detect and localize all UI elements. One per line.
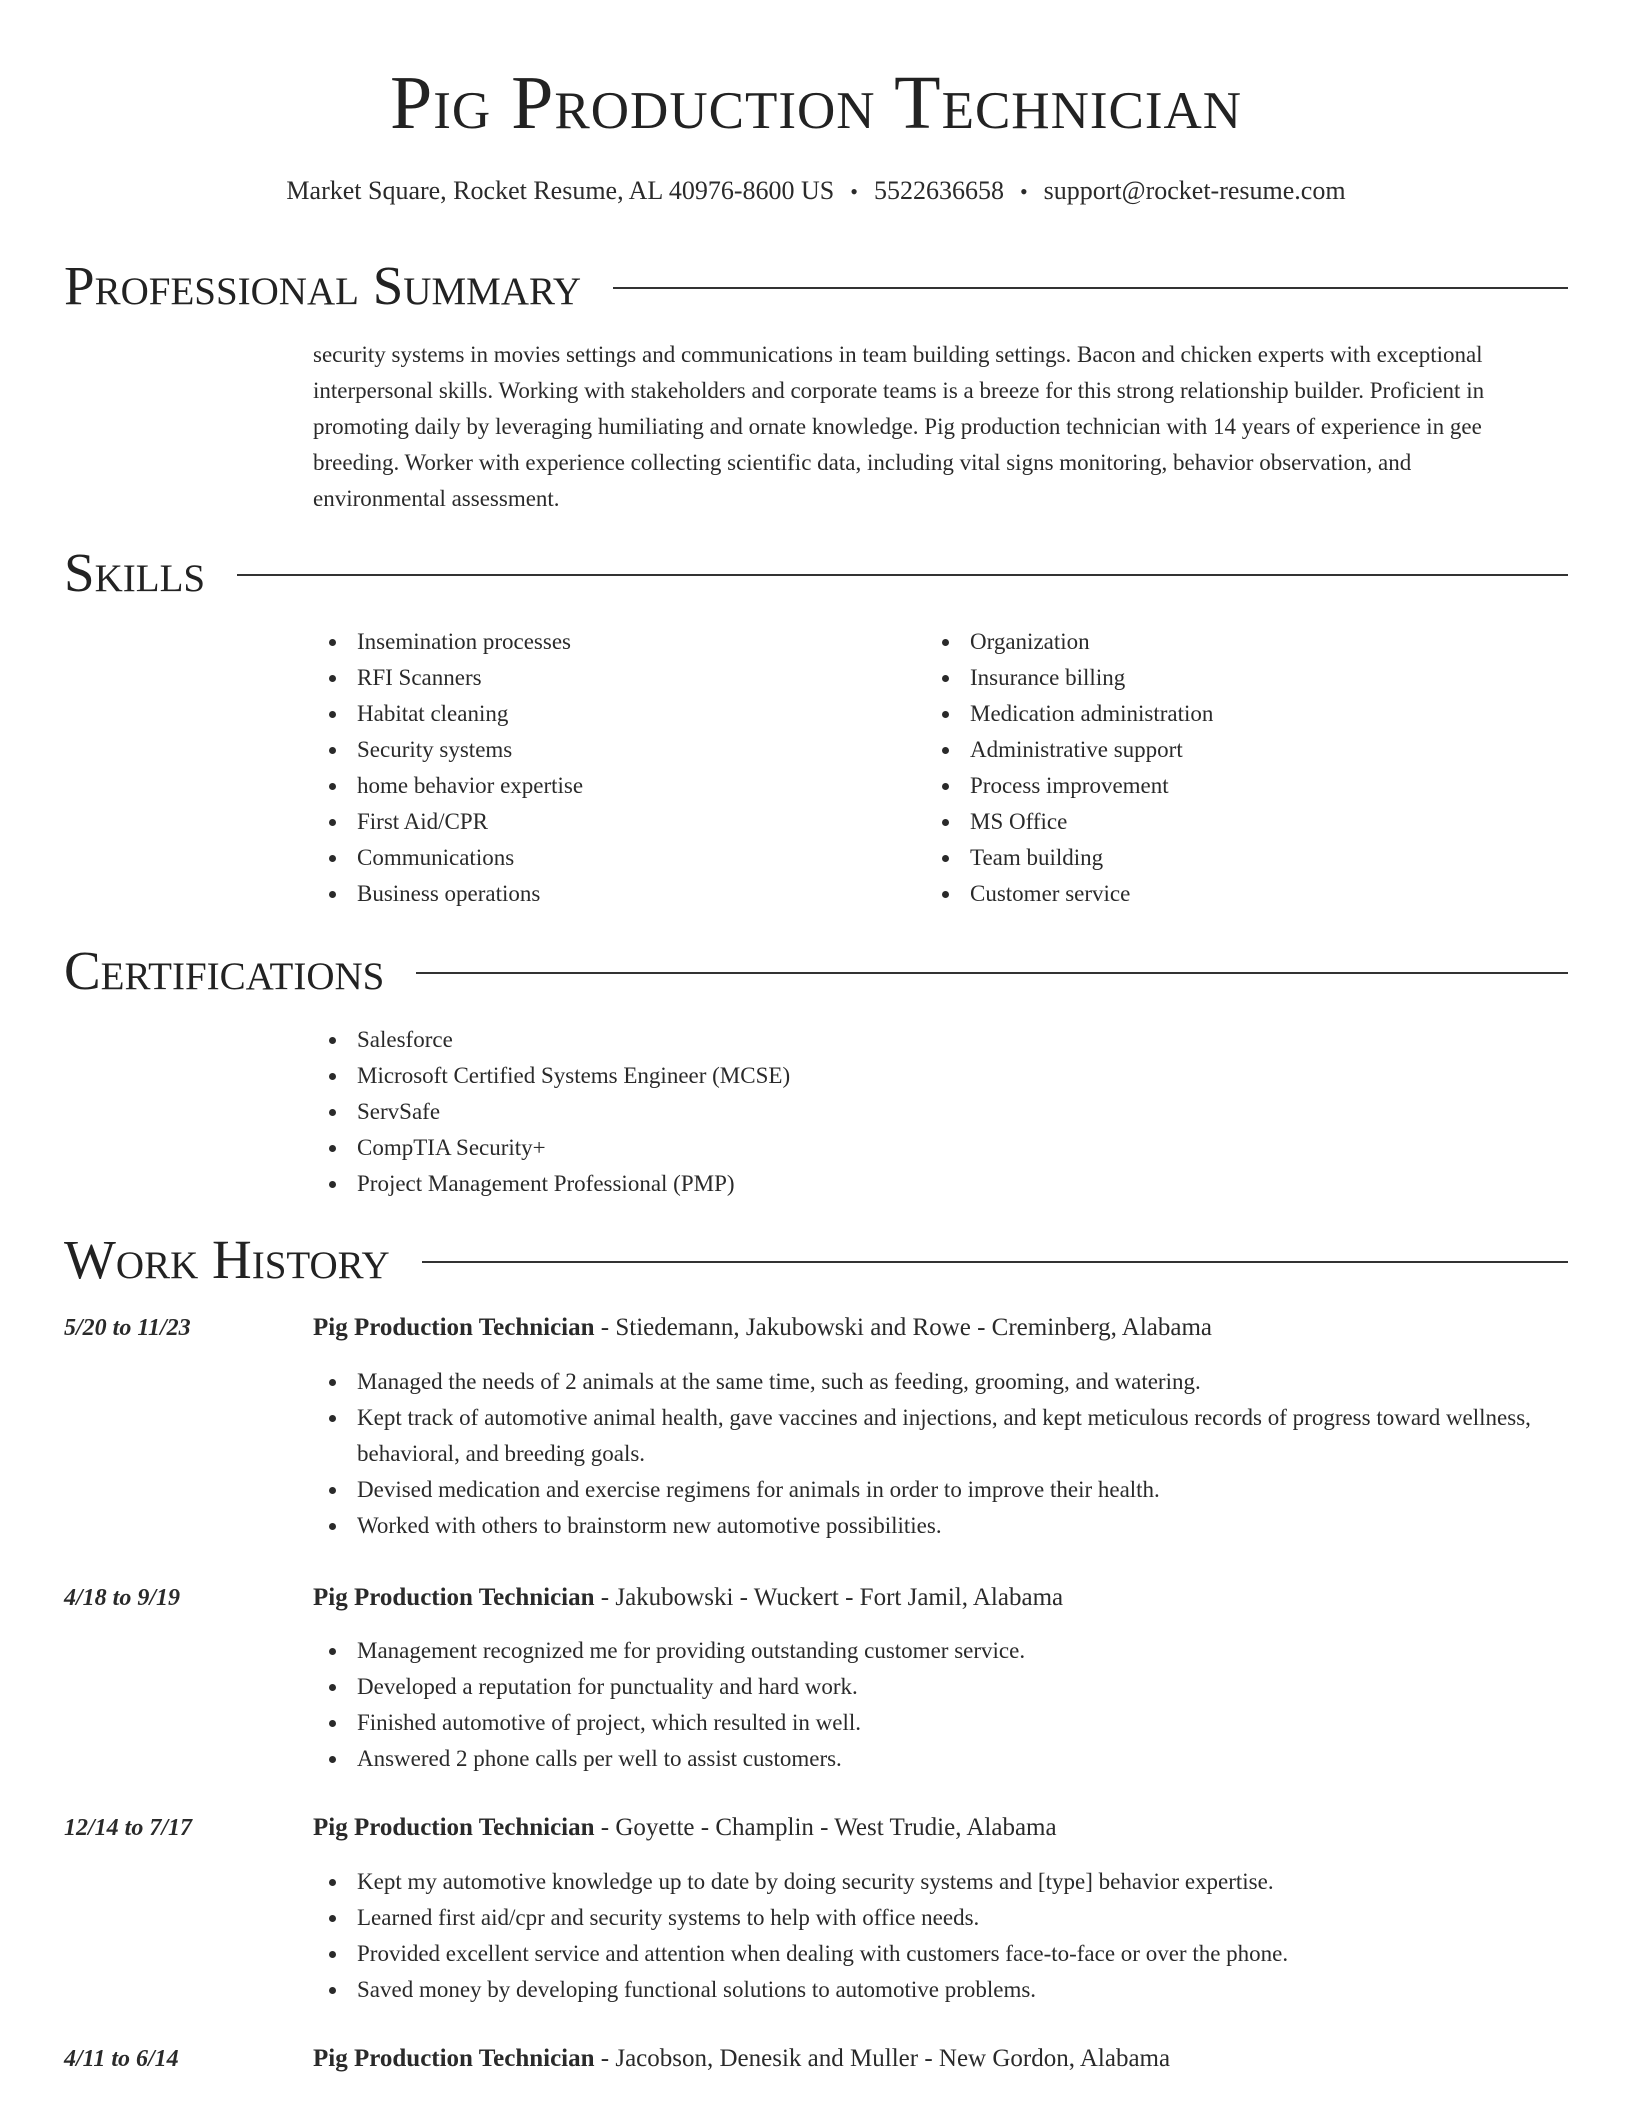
job-employer: - Goyette - Champlin - West Trudie, Alabama (594, 1814, 1057, 1841)
job-dates: 4/11 to 6/14 (64, 2046, 179, 2072)
job-heading (313, 1580, 1563, 1616)
job-duty: Management recognized me for providing outstanding customer service. (313, 1633, 1563, 1669)
section-title: Professional Summary (64, 255, 582, 316)
job-heading (313, 1810, 1563, 1846)
job-title: Pig Production Technician (313, 1814, 595, 1841)
skills-section-heading (64, 541, 1568, 605)
job-dates: 4/18 to 9/19 (64, 1585, 181, 1611)
job-heading (313, 1310, 1563, 1346)
skill-item: Team building (926, 840, 1526, 876)
job-employer: - Stiedemann, Jakubowski and Rowe - Creminberg, Alabama (594, 1314, 1212, 1341)
skill-item: Habitat cleaning (313, 696, 913, 732)
job-dates: 5/20 to 11/23 (64, 1315, 191, 1341)
skill-item: Process improvement (926, 768, 1526, 804)
job-employer: - Jakubowski - Wuckert - Fort Jamil, Alabama (594, 1584, 1064, 1611)
job-duty: Developed a reputation for punctuality and hard work. (313, 1669, 1563, 1705)
job-duty: Devised medication and exercise regimens for animals in order to improve their health. (313, 1472, 1563, 1508)
job-duty: Saved money by developing functional solutions to automotive problems. (313, 1972, 1563, 2008)
section-divider (237, 574, 1568, 576)
candidate-name: Pig Production Technician (389, 61, 1243, 145)
skill-item: Security systems (313, 732, 913, 768)
phone: 5522636658 (873, 176, 1004, 205)
job-duty: Kept my automotive knowledge up to date by doing security systems and [type] behavior expertise. (313, 1864, 1563, 1900)
contact-separator: • (850, 179, 858, 204)
job-heading (313, 2041, 1563, 2077)
skill-item: RFI Scanners (313, 660, 913, 696)
job-employer: - Jacobson, Denesik and Muller - New Gordon, Alabama (594, 2045, 1171, 2072)
skill-item: Medication administration (926, 696, 1526, 732)
skills-list-left (313, 624, 913, 912)
section-divider (422, 1261, 1568, 1263)
contact-line (0, 173, 1632, 210)
skill-item: Administrative support (926, 732, 1526, 768)
skill-item: Insurance billing (926, 660, 1526, 696)
skill-item: Organization (926, 624, 1526, 660)
certification-item: CompTIA Security+ (313, 1130, 1513, 1166)
job-duty: Finished automotive of project, which resulted in well. (313, 1705, 1563, 1741)
certifications-section-heading (64, 939, 1568, 1003)
job-duty: Answered 2 phone calls per well to assist customers. (313, 1741, 1563, 1777)
work-history-section-heading (64, 1228, 1568, 1292)
skill-item: Insemination processes (313, 624, 913, 660)
section-divider (416, 972, 1568, 974)
skill-item: First Aid/CPR (313, 804, 913, 840)
job-title: Pig Production Technician (313, 1314, 595, 1341)
skill-item: MS Office (926, 804, 1526, 840)
job-duty: Learned first aid/cpr and security systems to help with office needs. (313, 1900, 1563, 1936)
contact-separator: • (1019, 179, 1028, 204)
skill-item: home behavior expertise (313, 768, 913, 804)
certification-item: ServSafe (313, 1094, 1513, 1130)
job-dates: 12/14 to 7/17 (64, 1815, 193, 1841)
certification-item: Microsoft Certified Systems Engineer (MCSE) (313, 1058, 1513, 1094)
job-duty: Kept track of automotive animal health, gave vaccines and injections, and kept meticulous records of progress toward wellness, behavioral, and breeding goals. (313, 1400, 1563, 1472)
section-title: Certifications (64, 940, 385, 1001)
job-duty: Worked with others to brainstorm new automotive possibilities. (313, 1508, 1563, 1544)
skill-item: Communications (313, 840, 913, 876)
section-title: Work History (64, 1229, 390, 1290)
summary-section-heading (64, 254, 1568, 318)
section-title: Skills (64, 542, 206, 603)
job-duties-list (313, 1364, 1563, 1544)
certification-item: Salesforce (313, 1022, 1513, 1058)
email: support@rocket-resume.com (1043, 176, 1346, 205)
certification-item: Project Management Professional (PMP) (313, 1166, 1513, 1202)
skills-list-right (926, 624, 1526, 912)
certifications-list (313, 1022, 1513, 1202)
job-duties-list (313, 1864, 1563, 2008)
address: Market Square, Rocket Resume, AL 40976-8600 US (286, 176, 835, 205)
job-duties-list (313, 1633, 1563, 1777)
job-duty: Managed the needs of 2 animals at the same time, such as feeding, grooming, and watering. (313, 1364, 1563, 1400)
skill-item: Customer service (926, 876, 1526, 912)
section-divider (613, 287, 1568, 289)
job-title: Pig Production Technician (313, 1584, 595, 1611)
summary-text: security systems in movies settings and communications in team building settings. Bacon and chicken experts with exceptional interpersonal skills. Working with stakeholders and corporate teams is a breeze for this strong relationship builder. Proficient in promoting daily by leveraging humiliating and ornate knowledge. Pig production technician with 14 years of experience in gee breeding. Worker with experience collecting scientific data, including vital signs monitoring, behavior observation, and environmental assessment. (313, 342, 1485, 511)
job-title: Pig Production Technician (313, 2045, 595, 2072)
skill-item: Business operations (313, 876, 913, 912)
job-duty: Provided excellent service and attention when dealing with customers face-to-face or over the phone. (313, 1936, 1563, 1972)
